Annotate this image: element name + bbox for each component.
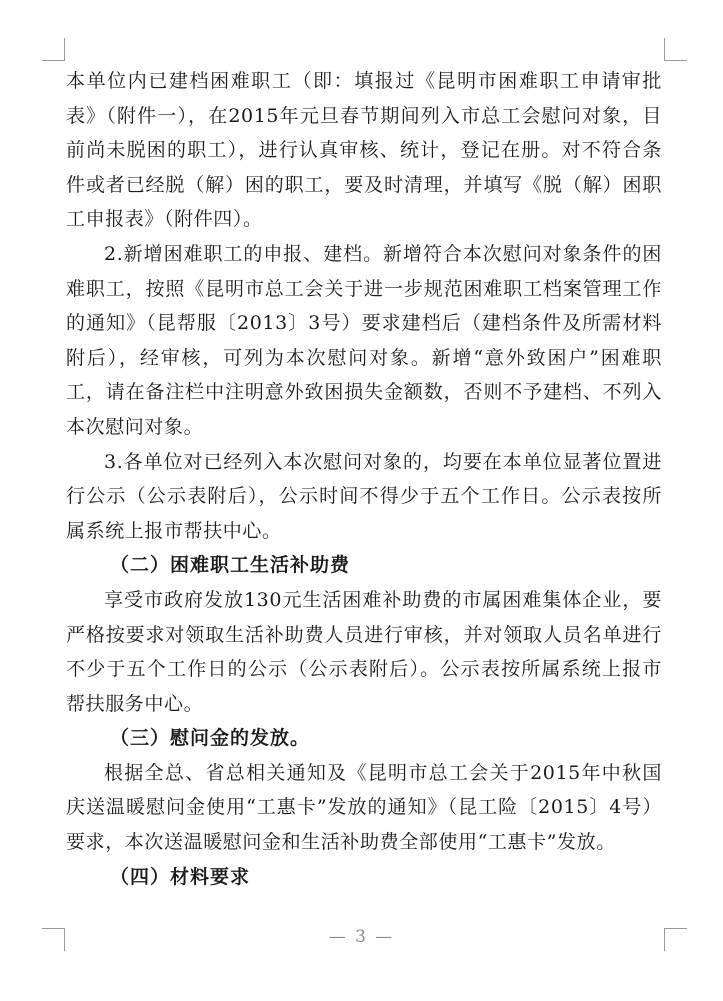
crop-mark-top-left <box>42 38 65 61</box>
crop-mark-top-right <box>664 38 687 61</box>
paragraph-condolence-funds: 根据全总、省总相关通知及《昆明市总工会关于2015年中秋国庆送温暖慰问金使用“工惠卡”发放的通知》（昆工险〔2015〕4号）要求，本次送温暖慰问金和生活补助费全部使用“工惠卡”发放。 <box>66 761 662 854</box>
paragraph-new-workers: 2.新增困难职工的申报、建档。新增符合本次慰问对象条件的困难职工，按照《昆明市总工会关于进一步规范困难职工档案管理工作的通知》（昆帮服〔2013〕3号）要求建档后（建档条件及所需材料附后），经审核，可列为本次慰问对象。新增“意外致困户”困难职工，请在备注栏中注明意外致困损失金额数，否则不予建档、不列入本次慰问对象。 <box>66 242 662 438</box>
paragraph-public-notice: 3.各单位对已经列入本次慰问对象的，均要在本单位显著位置进行公示（公示表附后），公示时间不得少于五个工作日。公示表按所属系统上报市帮扶中心。 <box>66 450 662 542</box>
heading-living-subsidy: （二）困难职工生活补助费 <box>110 554 351 577</box>
paragraph-living-subsidy: 享受市政府发放130元生活困难补助费的市属困难集体企业，要严格按要求对领取生活补助费人员进行审核，并对领取人员名单进行不少于五个工作日的公示（公示表附后）。公示表按所属系统上报市帮扶服务中心。 <box>66 588 662 715</box>
heading-material-requirements: （四）材料要求 <box>110 865 251 888</box>
page-number: — 3 — <box>328 927 395 947</box>
heading-condolence-funds: （三）慰问金的发放。 <box>110 727 311 750</box>
document-body <box>66 64 662 894</box>
paragraph-archived-workers: 本单位内已建档困难职工（即：填报过《昆明市困难职工申请审批表》（附件一），在2015年元旦春节期间列入市总工会慰问对象，目前尚未脱困的职工），进行认真审核、统计，登记在册。对不符合条件或者已经脱（解）困的职工，要及时清理，并填写《脱（解）困职工申报表》（附件四）。 <box>66 70 662 231</box>
